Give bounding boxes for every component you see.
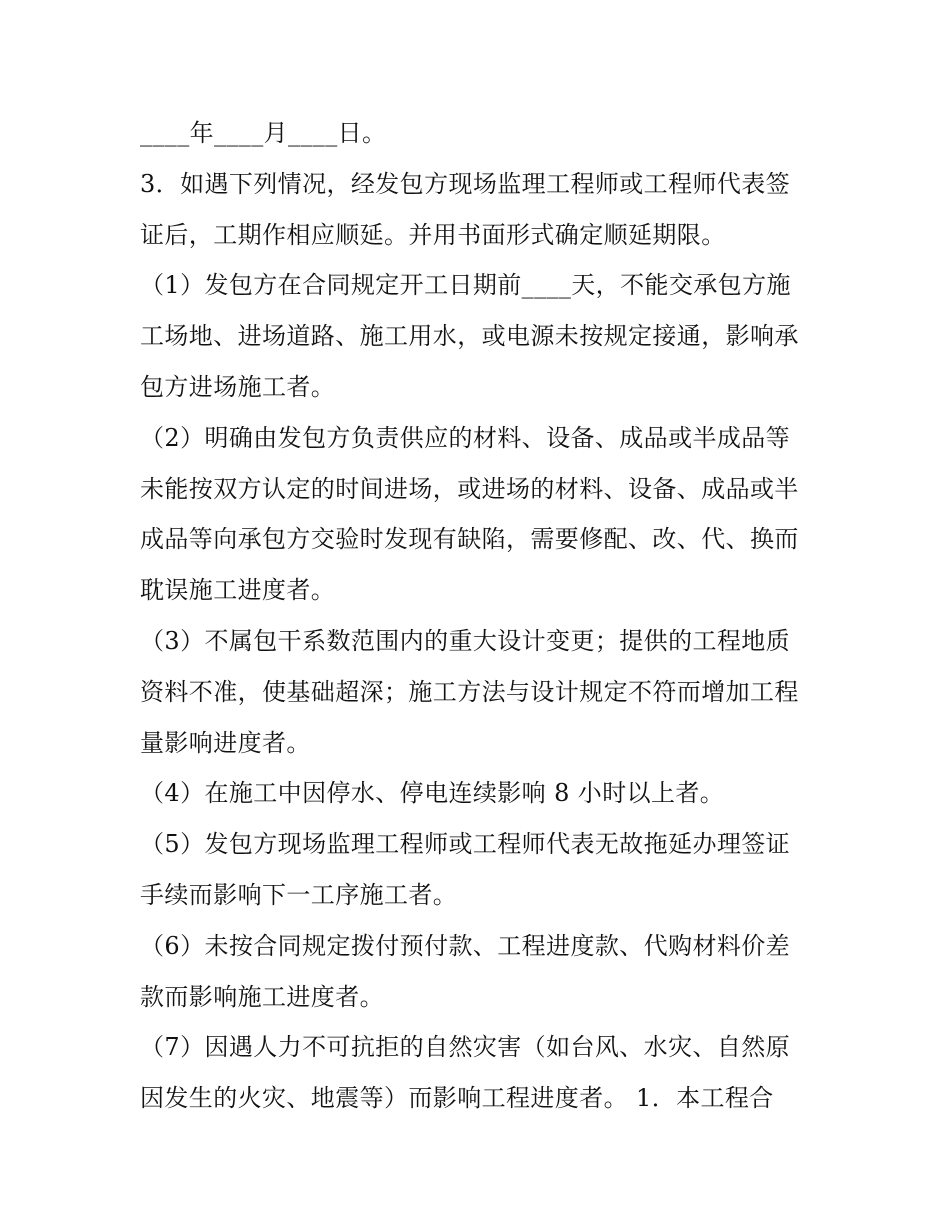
item-6-line: （6）未按合同规定拨付预付款、工程进度款、代购材料价差 bbox=[140, 931, 791, 960]
item-5-line: （5）发包方现场监理工程师或工程师代表无故拖延办理签证 bbox=[140, 830, 791, 859]
item-7-line: 因发生的火灾、地震等）而影响工程进度者。 1．本工程合 bbox=[140, 1084, 774, 1113]
document-body bbox=[140, 108, 820, 1124]
date-line: ____年____月____日。 bbox=[140, 119, 387, 147]
item-1-line: （1）发包方在合同规定开工日期前____天，不能交承包方施 bbox=[140, 271, 791, 300]
item-4-line: （4）在施工中因停水、停电连续影响 8 小时以上者。 bbox=[140, 779, 725, 808]
item-7-line: （7）因遇人力不可抗拒的自然灾害（如台风、水灾、自然原 bbox=[140, 1033, 791, 1062]
item-5-line: 手续而影响下一工序施工者。 bbox=[140, 880, 458, 909]
item-3-line: 量影响进度者。 bbox=[140, 728, 311, 757]
item-2-line: （2）明确由发包方负责供应的材料、设备、成品或半成品等 bbox=[140, 423, 791, 452]
item-6-line: 款而影响施工进度者。 bbox=[140, 982, 384, 1011]
clause-3-line: 证后，工期作相应顺延。并用书面形式确定顺延期限。 bbox=[140, 220, 726, 249]
item-1-line: 工场地、进场道路、施工用水，或电源未按规定接通，影响承 bbox=[140, 322, 799, 351]
item-2-line: 未能按双方认定的时间进场，或进场的材料、设备、成品或半 bbox=[140, 474, 799, 503]
item-1-line: 包方进场施工者。 bbox=[140, 372, 336, 401]
item-3-line: 资料不准，使基础超深；施工方法与设计规定不符而增加工程 bbox=[140, 677, 799, 706]
item-2-line: 成品等向承包方交验时发现有缺陷，需要修配、改、代、换而 bbox=[140, 525, 799, 554]
item-3-line: （3）不属包干系数范围内的重大设计变更；提供的工程地质 bbox=[140, 626, 791, 655]
item-2-line: 耽误施工进度者。 bbox=[140, 576, 336, 605]
clause-3-line: 3．如遇下列情况，经发包方现场监理工程师或工程师代表签 bbox=[140, 169, 791, 198]
